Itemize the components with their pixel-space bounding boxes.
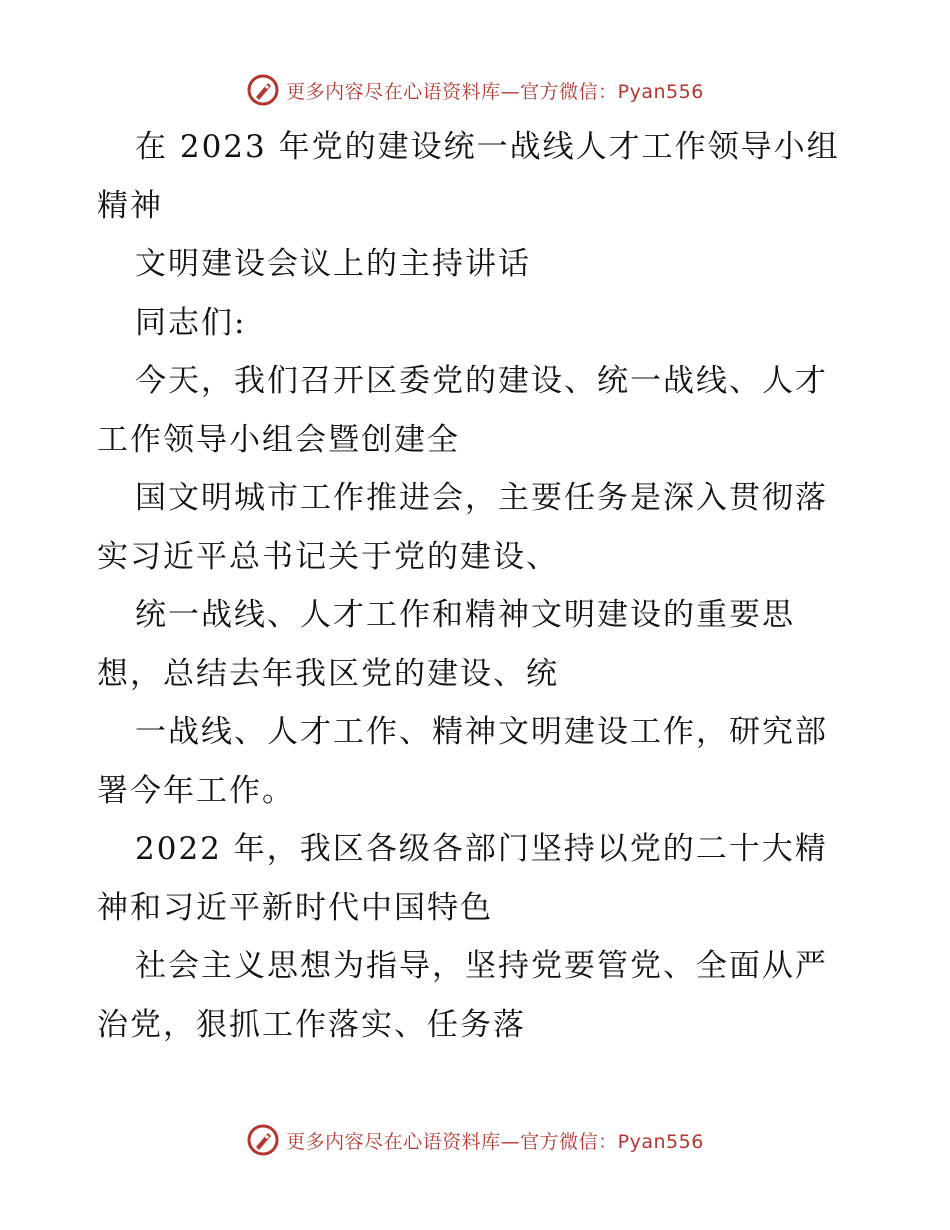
text-line: 在 2023 年党的建设统一战线人才工作领导小组 [135, 129, 840, 165]
watermark-text: 更多内容尽在心语资料库—官方微信：Pyan556 [286, 1130, 704, 1153]
text-line: 实习近平总书记关于党的建设、 [97, 538, 559, 575]
pen-nib-logo-icon [246, 1123, 280, 1157]
text-line: 神和习近平新时代中国特色 [97, 889, 493, 926]
text-line: 今天，我们召开区委党的建设、统一战线、人才 [135, 363, 828, 399]
text-line: 统一战线、人才工作和精神文明建设的重要思 [135, 597, 795, 633]
text-line: 文明建设会议上的主持讲话 [135, 246, 531, 282]
text-line: 署今年工作。 [97, 772, 295, 809]
text-line: 同志们: [135, 304, 247, 341]
text-line: 一战线、人才工作、精神文明建设工作，研究部 [135, 714, 828, 750]
text-line: 精神 [97, 187, 163, 224]
watermark-text: 更多内容尽在心语资料库—官方微信：Pyan556 [286, 80, 704, 103]
text-line: 想，总结去年我区党的建设、统 [97, 655, 559, 692]
text-line: 治党，狠抓工作落实、任务落 [97, 1006, 526, 1043]
text-line: 国文明城市工作推进会，主要任务是深入贯彻落 [135, 480, 828, 516]
text-line: 2022 年，我区各级各部门坚持以党的二十大精 [135, 831, 828, 867]
pen-nib-logo-icon [246, 73, 280, 107]
document-body [97, 118, 857, 1054]
text-line: 工作领导小组会暨创建全 [97, 421, 460, 458]
header-watermark [0, 68, 950, 112]
footer-watermark [0, 1118, 950, 1162]
text-line: 社会主义思想为指导，坚持党要管党、全面从严 [135, 948, 828, 984]
